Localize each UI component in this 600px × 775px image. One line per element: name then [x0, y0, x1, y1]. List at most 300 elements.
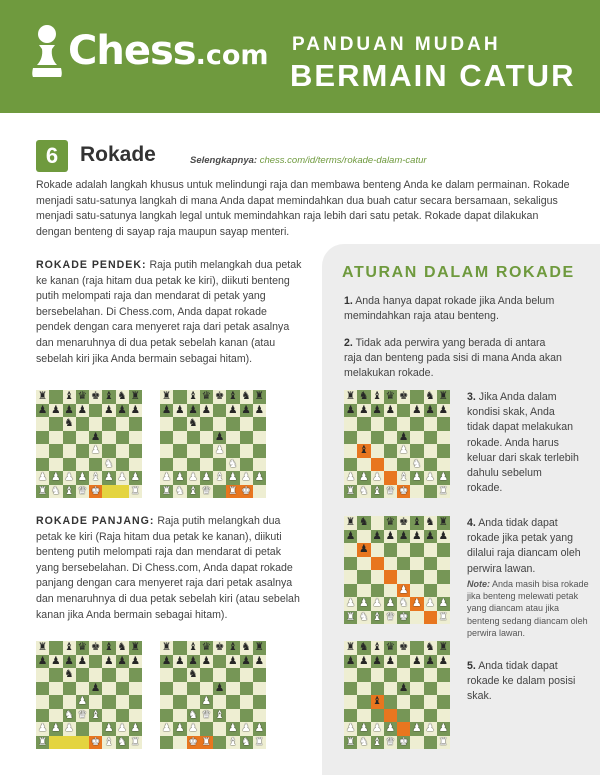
board-square [213, 417, 226, 431]
board-square [63, 390, 76, 404]
board-square [424, 722, 437, 736]
board-square [160, 444, 173, 458]
long-castle-body: Raja putih melangkah dua petak ke kiri (Raja hitam dua petak ke kanan), diikuti benteng putih melompati raja dan mendarat di petak yang bersebelahan. Di Chess.com, Anda dapat rokade panjang dengan cara menyeret raja dari petak asalnya dan menaruhnya di dua petak sebelah kiri (atau sebelah kanan jika Anda bermain sebagai hitam). [36, 515, 300, 621]
board-square [397, 570, 410, 584]
board-square [116, 709, 129, 723]
board-square [384, 570, 397, 584]
board-square [129, 431, 142, 445]
board-square [344, 557, 357, 571]
board-square [160, 485, 173, 499]
black-bishop-icon: ♝ [188, 390, 198, 402]
board-square [36, 458, 49, 472]
board-square [357, 668, 370, 682]
board-square [116, 485, 129, 499]
white-knight-icon: ♞ [175, 484, 185, 497]
board-square [424, 557, 437, 571]
board-square [424, 417, 437, 431]
board-square [49, 655, 62, 669]
board-square [357, 736, 370, 750]
board-square [384, 471, 397, 485]
board-square [102, 641, 115, 655]
board-square [397, 458, 410, 472]
black-pawn-icon: ♟ [345, 654, 356, 667]
black-bishop-icon: ♝ [372, 695, 382, 707]
black-rook-icon: ♜ [130, 641, 141, 653]
board-square [36, 709, 49, 723]
board-square [173, 390, 186, 404]
white-bishop-icon: ♝ [90, 471, 101, 483]
board-square [63, 695, 76, 709]
header-banner [0, 0, 600, 113]
board-square [397, 390, 410, 404]
white-knight-icon: ♞ [104, 457, 114, 470]
board-square [187, 485, 200, 499]
black-queen-icon: ♛ [77, 641, 88, 653]
black-pawn-icon: ♟ [90, 430, 101, 443]
board-square [160, 682, 173, 696]
black-pawn-icon: ♟ [254, 403, 265, 416]
board-square [437, 668, 450, 682]
board-square [129, 485, 142, 499]
board-square [160, 709, 173, 723]
board-square [357, 530, 370, 544]
white-rook-icon: ♜ [254, 735, 265, 748]
board-square [116, 722, 129, 736]
board-square [253, 641, 266, 655]
white-pawn-icon: ♟ [104, 471, 114, 483]
board-square [129, 709, 142, 723]
black-pawn-icon: ♟ [372, 529, 382, 542]
white-pawn-icon: ♟ [412, 722, 422, 734]
white-pawn-icon: ♟ [90, 444, 101, 456]
rules-title: ATURAN DALAM ROKADE [342, 264, 575, 281]
board-square [129, 736, 142, 750]
board-square [410, 584, 423, 598]
board-square [424, 530, 437, 544]
board-square [102, 471, 115, 485]
board-square [102, 668, 115, 682]
board-square [424, 485, 437, 499]
board-square [344, 516, 357, 530]
board-short-castle-before [36, 390, 142, 498]
board-square [384, 390, 397, 404]
board-square [36, 404, 49, 418]
board-square [384, 584, 397, 598]
board-square [424, 641, 437, 655]
board-square [253, 458, 266, 472]
board-square [240, 641, 253, 655]
white-pawn-icon: ♟ [425, 722, 435, 734]
board-square [397, 668, 410, 682]
board-square [200, 736, 213, 750]
board-square [437, 611, 450, 625]
chess-com-logo[interactable] [30, 20, 269, 82]
board-square [357, 570, 370, 584]
board-square [226, 485, 239, 499]
board-square [240, 695, 253, 709]
black-pawn-icon: ♟ [385, 403, 396, 416]
white-pawn-icon: ♟ [130, 722, 141, 734]
board-square [410, 444, 423, 458]
board-square [36, 485, 49, 499]
black-pawn-icon: ♟ [117, 654, 127, 667]
board-square [36, 444, 49, 458]
white-king-icon: ♚ [188, 735, 198, 748]
black-king-icon: ♚ [90, 641, 101, 653]
board-square [173, 458, 186, 472]
board-square [36, 682, 49, 696]
black-knight-icon: ♞ [425, 516, 435, 528]
board-square [116, 655, 129, 669]
board-square [357, 444, 370, 458]
board-square [357, 543, 370, 557]
board-square [116, 682, 129, 696]
black-knight-icon: ♞ [241, 641, 251, 653]
black-pawn-icon: ♟ [201, 403, 212, 416]
board-square [116, 695, 129, 709]
board-square [253, 390, 266, 404]
white-pawn-icon: ♟ [345, 722, 356, 734]
board-square [187, 458, 200, 472]
black-pawn-icon: ♟ [37, 403, 48, 416]
black-pawn-icon: ♟ [359, 403, 369, 416]
black-pawn-icon: ♟ [175, 654, 185, 667]
board-square [384, 709, 397, 723]
board-square [173, 709, 186, 723]
board-square [437, 709, 450, 723]
more-link[interactable]: chess.com/id/terms/rokade-dalam-catur [259, 155, 427, 166]
board-square [253, 417, 266, 431]
board-square [89, 444, 102, 458]
board-square [89, 695, 102, 709]
white-pawn-icon: ♟ [201, 695, 212, 707]
board-square [437, 390, 450, 404]
board-square [424, 736, 437, 750]
black-pawn-icon: ♟ [228, 403, 238, 416]
black-pawn-icon: ♟ [130, 403, 141, 416]
black-pawn-icon: ♟ [372, 654, 382, 667]
board-square [357, 722, 370, 736]
board-square [424, 516, 437, 530]
board-square [344, 722, 357, 736]
board-square [253, 722, 266, 736]
black-pawn-icon: ♟ [425, 529, 435, 542]
black-pawn-icon: ♟ [77, 654, 88, 667]
board-square [424, 543, 437, 557]
board-square [410, 557, 423, 571]
white-pawn-icon: ♟ [345, 597, 356, 609]
white-pawn-icon: ♟ [64, 471, 74, 483]
black-queen-icon: ♛ [77, 390, 88, 402]
board-square [200, 458, 213, 472]
board-square [384, 404, 397, 418]
board-square [226, 736, 239, 750]
board-square [437, 597, 450, 611]
board-square [129, 655, 142, 669]
white-pawn-icon: ♟ [77, 471, 88, 483]
board-rule-4 [344, 516, 450, 624]
board-square [49, 431, 62, 445]
board-square [173, 668, 186, 682]
white-knight-icon: ♞ [412, 457, 422, 470]
board-rule-3 [344, 390, 450, 498]
board-square [240, 709, 253, 723]
board-square [371, 695, 384, 709]
board-square [344, 404, 357, 418]
white-pawn-icon: ♟ [175, 471, 185, 483]
board-square [240, 417, 253, 431]
white-pawn-icon: ♟ [130, 471, 141, 483]
board-square [384, 444, 397, 458]
board-square [89, 404, 102, 418]
board-square [384, 695, 397, 709]
white-pawn-icon: ♟ [51, 471, 61, 483]
black-pawn-icon: ♟ [438, 654, 449, 667]
black-rook-icon: ♜ [438, 641, 449, 653]
board-square [437, 736, 450, 750]
logo-wordmark: Chess.com [68, 28, 269, 74]
board-square [437, 695, 450, 709]
black-pawn-icon: ♟ [438, 529, 449, 542]
board-square [344, 641, 357, 655]
board-square [213, 471, 226, 485]
board-square [397, 611, 410, 625]
board-square [240, 458, 253, 472]
board-square [200, 682, 213, 696]
board-square [357, 485, 370, 499]
board-square [187, 641, 200, 655]
board-square [384, 682, 397, 696]
board-square [344, 390, 357, 404]
white-pawn-icon: ♟ [372, 471, 382, 483]
rule-2: 2. Tidak ada perwira yang berada di antara raja dan benteng pada sisi di mana Anda akan melakukan rokade. [344, 337, 562, 380]
board-square [437, 557, 450, 571]
board-square [226, 471, 239, 485]
black-king-icon: ♚ [398, 641, 409, 653]
board-square [226, 668, 239, 682]
black-rook-icon: ♜ [254, 390, 265, 402]
board-square [49, 404, 62, 418]
black-rook-icon: ♜ [345, 390, 356, 402]
board-square [253, 655, 266, 669]
board-square [49, 682, 62, 696]
board-square [173, 641, 186, 655]
black-rook-icon: ♜ [345, 516, 356, 528]
board-square [410, 390, 423, 404]
white-pawn-icon: ♟ [175, 722, 185, 734]
board-square [384, 485, 397, 499]
board-square [187, 722, 200, 736]
white-pawn-icon: ♟ [425, 597, 435, 609]
board-square [200, 404, 213, 418]
black-bishop-icon: ♝ [228, 641, 238, 653]
board-square [437, 444, 450, 458]
board-square [200, 417, 213, 431]
board-square [410, 695, 423, 709]
board-square [357, 417, 370, 431]
white-pawn-icon: ♟ [37, 722, 48, 734]
board-square [384, 417, 397, 431]
board-square [36, 641, 49, 655]
board-square [424, 471, 437, 485]
white-rook-icon: ♜ [37, 735, 48, 748]
board-square [213, 444, 226, 458]
board-square [36, 390, 49, 404]
board-square [397, 597, 410, 611]
board-square [102, 404, 115, 418]
board-square [424, 404, 437, 418]
board-square [410, 404, 423, 418]
black-knight-icon: ♞ [359, 641, 369, 653]
board-square [437, 404, 450, 418]
board-square [160, 404, 173, 418]
board-square [89, 417, 102, 431]
pawn-logo-icon [30, 23, 64, 79]
board-square [424, 390, 437, 404]
board-square [200, 722, 213, 736]
white-bishop-icon: ♝ [188, 484, 198, 497]
board-square [160, 695, 173, 709]
board-square [384, 722, 397, 736]
black-bishop-icon: ♝ [64, 390, 74, 402]
board-long-castle-after [160, 641, 266, 749]
board-square [160, 417, 173, 431]
black-pawn-icon: ♟ [64, 654, 74, 667]
board-square [240, 722, 253, 736]
black-knight-icon: ♞ [241, 390, 251, 402]
board-square [384, 530, 397, 544]
black-pawn-icon: ♟ [228, 654, 238, 667]
black-knight-icon: ♞ [359, 390, 369, 402]
board-square [173, 417, 186, 431]
board-square [226, 709, 239, 723]
board-square [397, 404, 410, 418]
white-rook-icon: ♜ [345, 735, 356, 748]
white-bishop-icon: ♝ [214, 708, 225, 721]
board-square [36, 417, 49, 431]
white-rook-icon: ♜ [438, 484, 449, 497]
long-castle-heading: ROKADE PANJANG: [36, 515, 155, 527]
board-square [63, 485, 76, 499]
white-rook-icon: ♜ [228, 484, 238, 497]
board-square [397, 444, 410, 458]
board-square [384, 655, 397, 669]
white-knight-icon: ♞ [359, 610, 369, 623]
rule-3: 3. Jika Anda dalam kondisi skak, Anda tidak dapat melakukan rokade. Anda harus keluar dari skak terlebih dahulu sebelum rokade. [467, 391, 579, 495]
board-long-castle-before [36, 641, 142, 749]
board-square [344, 597, 357, 611]
board-square [357, 458, 370, 472]
board-square [344, 471, 357, 485]
board-square [76, 471, 89, 485]
board-square [371, 458, 384, 472]
black-king-icon: ♚ [90, 390, 101, 402]
board-square [410, 471, 423, 485]
white-pawn-icon: ♟ [438, 722, 449, 734]
board-square [357, 682, 370, 696]
board-square [187, 444, 200, 458]
board-square [102, 390, 115, 404]
white-pawn-icon: ♟ [385, 597, 396, 609]
black-king-icon: ♚ [398, 390, 409, 402]
board-square [173, 471, 186, 485]
board-square [89, 655, 102, 669]
board-square [371, 444, 384, 458]
board-square [213, 431, 226, 445]
board-square [240, 431, 253, 445]
white-bishop-icon: ♝ [64, 484, 74, 497]
white-queen-icon: ♛ [201, 484, 212, 497]
board-square [36, 431, 49, 445]
board-square [213, 668, 226, 682]
black-pawn-icon: ♟ [398, 529, 409, 542]
black-bishop-icon: ♝ [188, 641, 198, 653]
board-square [226, 682, 239, 696]
black-pawn-icon: ♟ [214, 681, 225, 694]
white-pawn-icon: ♟ [359, 722, 369, 734]
white-bishop-icon: ♝ [228, 735, 238, 748]
black-queen-icon: ♛ [201, 390, 212, 402]
board-square [213, 641, 226, 655]
board-square [129, 417, 142, 431]
board-square [116, 458, 129, 472]
white-king-icon: ♚ [90, 735, 101, 748]
board-square [424, 570, 437, 584]
board-square [63, 668, 76, 682]
board-square [89, 485, 102, 499]
board-square [344, 611, 357, 625]
white-pawn-icon: ♟ [37, 471, 48, 483]
black-pawn-icon: ♟ [345, 529, 356, 542]
board-square [102, 736, 115, 750]
black-bishop-icon: ♝ [104, 641, 114, 653]
white-king-icon: ♚ [90, 484, 101, 497]
white-rook-icon: ♜ [345, 610, 356, 623]
black-pawn-icon: ♟ [359, 543, 369, 555]
board-square [437, 431, 450, 445]
board-square [63, 471, 76, 485]
board-square [240, 404, 253, 418]
board-square [424, 458, 437, 472]
board-square [129, 444, 142, 458]
black-pawn-icon: ♟ [425, 403, 435, 416]
black-pawn-icon: ♟ [188, 403, 198, 416]
black-bishop-icon: ♝ [64, 641, 74, 653]
white-knight-icon: ♞ [51, 484, 61, 497]
board-square [116, 444, 129, 458]
white-pawn-icon: ♟ [372, 597, 382, 609]
board-square [49, 485, 62, 499]
board-square [187, 655, 200, 669]
rule-5: 5. Anda tidak dapat rokade ke dalam posisi skak. [467, 660, 576, 703]
board-square [76, 485, 89, 499]
board-square [437, 543, 450, 557]
white-rook-icon: ♜ [37, 484, 48, 497]
white-knight-icon: ♞ [117, 735, 127, 748]
board-square [63, 709, 76, 723]
black-pawn-icon: ♟ [372, 403, 382, 416]
black-rook-icon: ♜ [37, 641, 48, 653]
black-rook-icon: ♜ [37, 390, 48, 402]
white-bishop-icon: ♝ [104, 735, 114, 748]
white-knight-icon: ♞ [188, 708, 198, 721]
board-square [357, 655, 370, 669]
board-square [424, 431, 437, 445]
board-square [357, 584, 370, 598]
black-rook-icon: ♜ [438, 390, 449, 402]
black-pawn-icon: ♟ [117, 403, 127, 416]
board-square [437, 485, 450, 499]
